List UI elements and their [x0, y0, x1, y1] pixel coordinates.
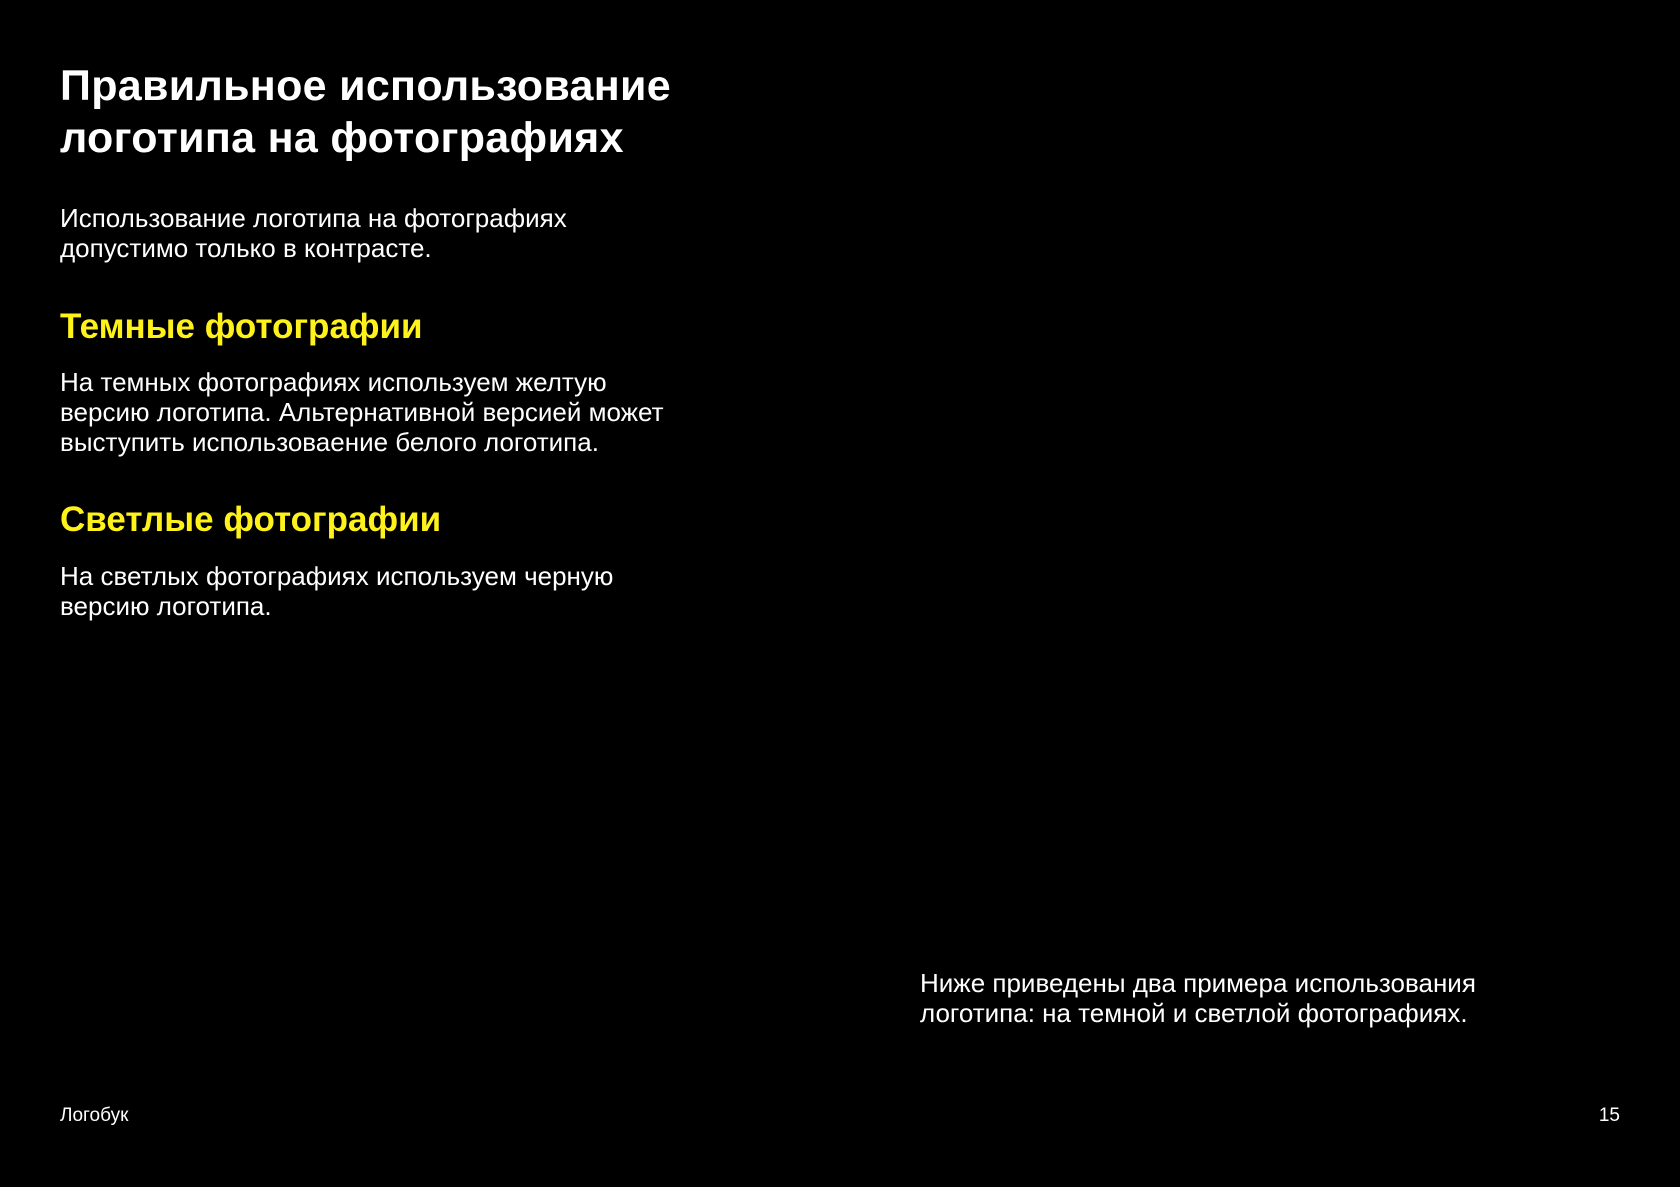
- page-title-line-1: Правильное использование: [60, 62, 671, 110]
- light-photos-paragraph: [60, 561, 820, 621]
- dark-photos-paragraph: [60, 367, 820, 457]
- intro-paragraph: [60, 203, 820, 263]
- light-photos-line-1: На светлых фотографиях используем черную: [60, 561, 614, 591]
- intro-line-2: допустимо только в контрасте.: [60, 233, 432, 263]
- intro-line-1: Использование логотипа на фотографиях: [60, 203, 567, 233]
- page-title: [60, 60, 820, 164]
- light-photos-heading: Светлые фотографии: [60, 500, 442, 539]
- examples-note-line-2: логотипа: на темной и светлой фотографиях.: [920, 998, 1468, 1028]
- dark-photos-line-2: версию логотипа. Альтернативной версией может: [60, 397, 664, 427]
- examples-note: [920, 968, 1620, 1028]
- dark-photos-line-1: На темных фотографиях используем желтую: [60, 367, 607, 397]
- page-title-line-2: логотипа на фотографиях: [60, 114, 624, 162]
- footer-document-label: Логобук: [60, 1105, 129, 1126]
- light-photos-line-2: версию логотипа.: [60, 591, 272, 621]
- footer-page-number: 15: [1598, 1105, 1620, 1126]
- dark-photos-line-3: выступить использоваение белого логотипа.: [60, 427, 599, 457]
- dark-photos-heading: Темные фотографии: [60, 307, 423, 346]
- examples-note-line-1: Ниже приведены два примера использования: [920, 968, 1476, 998]
